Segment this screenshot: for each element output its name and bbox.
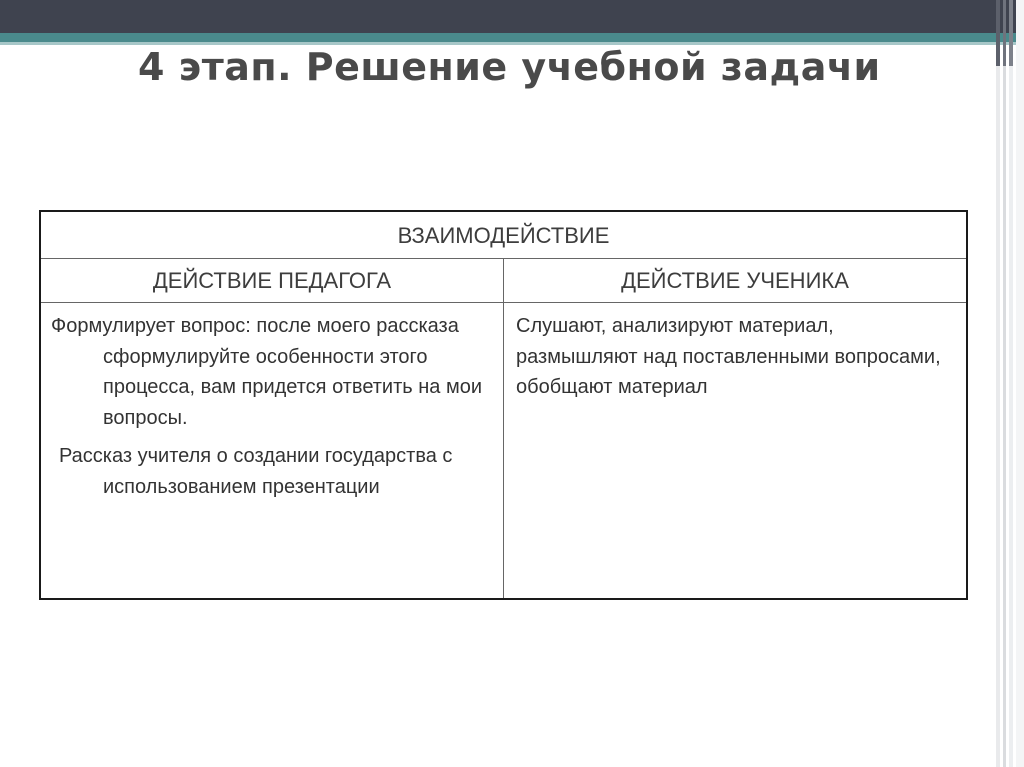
column-header-student: ДЕЙСТВИЕ УЧЕНИКА	[621, 268, 849, 293]
teacher-action-cell	[41, 303, 504, 598]
slide-title: 4 этап. Решение учебной задачи	[138, 45, 881, 89]
table-column-headers	[41, 259, 966, 303]
table-row	[41, 303, 966, 598]
teal-accent-bar	[0, 33, 1024, 42]
edge-strip	[1016, 0, 1024, 767]
student-action-cell	[504, 303, 966, 598]
teacher-action-paragraph: Рассказ учителя о создании государства с использованием презентации	[59, 445, 453, 498]
edge-strip	[1009, 0, 1013, 767]
student-action-paragraph: Слушают, анализируют материал, размышляют над поставленными вопросами, обобщают материал	[516, 315, 941, 398]
teacher-action-paragraph: Формулирует вопрос: после моего рассказа сформулируйте особенности этого процесса, вам придется ответить на мои вопросы.	[51, 315, 483, 429]
column-header-teacher: ДЕЙСТВИЕ ПЕДАГОГА	[41, 259, 504, 302]
top-decor-bar	[0, 0, 1024, 33]
edge-strip-top	[996, 0, 1000, 66]
edge-strip-top	[1003, 0, 1006, 66]
edge-strip	[996, 0, 1000, 767]
edge-strip	[1003, 0, 1006, 767]
table-header: ВЗАИМОДЕЙСТВИЕ	[41, 212, 966, 259]
interaction-table	[39, 210, 968, 600]
edge-strip-top	[1009, 0, 1013, 66]
